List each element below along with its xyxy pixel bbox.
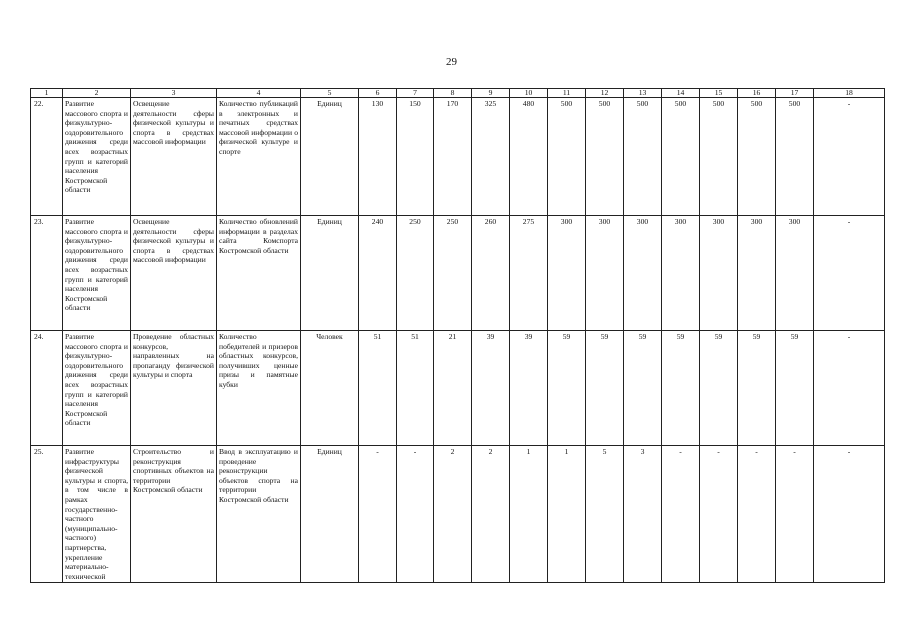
event-cell: Освещение деятельности сферы физической культуры и спорта в средствах массовой информации [131, 98, 217, 216]
value-cell: 51 [359, 331, 397, 446]
value-cell: 300 [548, 216, 586, 331]
value-cell: 500 [776, 98, 814, 216]
value-cell: 39 [510, 331, 548, 446]
value-cell: 3 [624, 446, 662, 583]
value-cell: 2 [434, 446, 472, 583]
value-cell: 1 [548, 446, 586, 583]
indicators-table [30, 88, 885, 583]
value-cell: - [814, 331, 885, 446]
value-cell: 260 [472, 216, 510, 331]
indicator-cell: Ввод в эксплуатацию и проведение реконструкции объектов спорта на территории Костромской области [217, 446, 301, 583]
value-cell: 275 [510, 216, 548, 331]
value-cell: - [359, 446, 397, 583]
value-cell: 250 [434, 216, 472, 331]
unit-cell: Единиц [301, 446, 359, 583]
row-number: 22. [31, 98, 63, 216]
value-cell: 300 [738, 216, 776, 331]
direction-cell: Развитие массового спорта и физкультурно-оздоровительного движения среди всех возрастных групп и категорий населения Костромской области [63, 331, 131, 446]
value-cell: 59 [624, 331, 662, 446]
column-header-2: 2 [63, 89, 131, 98]
value-cell: 59 [586, 331, 624, 446]
value-cell: - [776, 446, 814, 583]
column-header-17: 17 [776, 89, 814, 98]
value-cell: 59 [700, 331, 738, 446]
value-cell: 325 [472, 98, 510, 216]
table-row [31, 446, 885, 583]
value-cell: 500 [738, 98, 776, 216]
value-cell: 59 [776, 331, 814, 446]
value-cell: - [662, 446, 700, 583]
unit-cell: Единиц [301, 98, 359, 216]
value-cell: - [814, 98, 885, 216]
table-row [31, 331, 885, 446]
value-cell: 500 [548, 98, 586, 216]
value-cell: 300 [586, 216, 624, 331]
column-header-12: 12 [586, 89, 624, 98]
column-header-8: 8 [434, 89, 472, 98]
value-cell: 130 [359, 98, 397, 216]
table-row [31, 98, 885, 216]
indicator-cell: Количество обновлений информации в разделах сайта Комспорта Костромской области [217, 216, 301, 331]
value-cell: 480 [510, 98, 548, 216]
value-cell: 300 [662, 216, 700, 331]
value-cell: 500 [624, 98, 662, 216]
value-cell: - [814, 216, 885, 331]
value-cell: 51 [397, 331, 434, 446]
value-cell: 170 [434, 98, 472, 216]
value-cell: 59 [738, 331, 776, 446]
column-header-4: 4 [217, 89, 301, 98]
value-cell: 500 [662, 98, 700, 216]
value-cell: 59 [662, 331, 700, 446]
column-header-5: 5 [301, 89, 359, 98]
row-number: 23. [31, 216, 63, 331]
value-cell: 39 [472, 331, 510, 446]
value-cell: 500 [586, 98, 624, 216]
column-header-14: 14 [662, 89, 700, 98]
column-header-1: 1 [31, 89, 63, 98]
event-cell: Освещение деятельности сферы физической культуры и спорта в средствах массовой информации [131, 216, 217, 331]
direction-cell: Развитие массового спорта и физкультурно-оздоровительного движения среди всех возрастных групп и категорий населения Костромской области [63, 216, 131, 331]
value-cell: 300 [624, 216, 662, 331]
column-header-3: 3 [131, 89, 217, 98]
header-row [31, 89, 885, 98]
value-cell: 300 [700, 216, 738, 331]
row-number: 24. [31, 331, 63, 446]
table-row [31, 216, 885, 331]
event-cell: Проведение областных конкурсов, направленных на пропаганду физической культуры и спорта [131, 331, 217, 446]
value-cell: 150 [397, 98, 434, 216]
unit-cell: Человек [301, 331, 359, 446]
value-cell: 1 [510, 446, 548, 583]
indicator-cell: Количество публикаций в электронных и печатных средствах массовой информации о физической культуре и спорте [217, 98, 301, 216]
value-cell: 21 [434, 331, 472, 446]
direction-cell: Развитие массового спорта и физкультурно-оздоровительного движения среди всех возрастных групп и категорий населения Костромской области [63, 98, 131, 216]
page-number: 29 [446, 56, 457, 68]
column-header-7: 7 [397, 89, 434, 98]
value-cell: - [397, 446, 434, 583]
column-header-6: 6 [359, 89, 397, 98]
value-cell: 500 [700, 98, 738, 216]
indicator-cell: Количество победителей и призеров областных конкурсов, получивших ценные призы и памятные кубки [217, 331, 301, 446]
value-cell: - [700, 446, 738, 583]
direction-cell: Развитие инфраструктуры физической культуры и спорта, в том числе в рамках государственно-частного (муниципально-частного) партнерства, укрепление материально-технической [63, 446, 131, 583]
value-cell: - [738, 446, 776, 583]
value-cell: 5 [586, 446, 624, 583]
column-header-15: 15 [700, 89, 738, 98]
column-header-16: 16 [738, 89, 776, 98]
value-cell: 300 [776, 216, 814, 331]
column-header-10: 10 [510, 89, 548, 98]
value-cell: 2 [472, 446, 510, 583]
value-cell: 59 [548, 331, 586, 446]
column-header-9: 9 [472, 89, 510, 98]
event-cell: Строительство и реконструкция спортивных объектов на территории Костромской области [131, 446, 217, 583]
value-cell: 250 [397, 216, 434, 331]
unit-cell: Единиц [301, 216, 359, 331]
column-header-13: 13 [624, 89, 662, 98]
column-header-11: 11 [548, 89, 586, 98]
value-cell: - [814, 446, 885, 583]
column-header-18: 18 [814, 89, 885, 98]
value-cell: 240 [359, 216, 397, 331]
row-number: 25. [31, 446, 63, 583]
